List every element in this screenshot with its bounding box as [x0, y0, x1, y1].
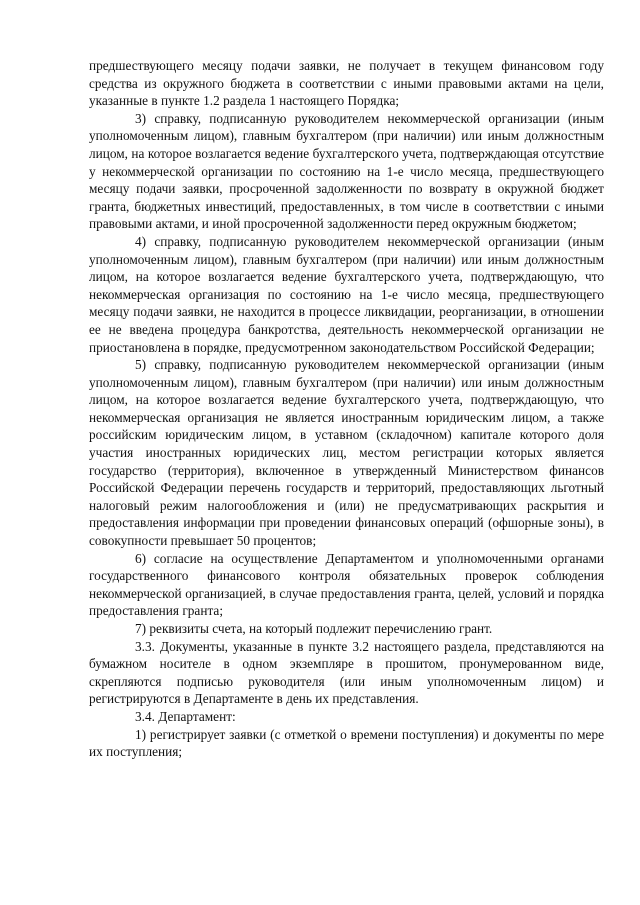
paragraph-item-3: 3) справку, подписанную руководителем некоммерческой организации (иным уполномоченным лицом), главным бухгалтером (при наличии) или иным должностным лицом, на которое возлагается ведение бухгалтерского учета, подтверждающая отсутствие у некоммерческой организации по состоянию на 1-е число месяца, предшествующего месяцу подачи заявки, просроченной задолженности по возврату в окружной бюджет гранта, бюджетных инвестиций, предоставленных, в том числе в соответствии с иными правовыми актами, и иной просроченной задолженности перед окружным бюджетом;: [89, 110, 604, 232]
paragraph-item-4: 4) справку, подписанную руководителем некоммерческой организации (иным уполномоченным лицом), главным бухгалтером (при наличии) или иным должностным лицом, на которое возлагается ведение бухгалтерского учета, подтверждающую, что некоммерческая организация по состоянию на 1-е число месяца, предшествующего месяцу подачи заявки, не находится в процессе ликвидации, реорганизации, в отношении ее не введена процедура банкротства, деятельность некоммерческой организации не приостановлена в порядке, предусмотренном законодательством Российской Федерации;: [89, 233, 604, 355]
paragraph-section-3-4: 3.4. Департамент:: [135, 708, 236, 724]
paragraph-section-3-4-item-1: 1) регистрирует заявки (с отметкой о времени поступления) и документы по мере их поступления;: [89, 726, 604, 760]
paragraph-item-5: 5) справку, подписанную руководителем некоммерческой организации (иным уполномоченным лицом), главным бухгалтером (при наличии) или иным должностным лицом, на которое возлагается ведение бухгалтерского учета, подтверждающую, что некоммерческая организация не является иностранным юридическим лицом, а также российским юридическим лицом, в уставном (складочном) капитале которого доля участия иностранных юридических лиц, местом регистрации которых является государство (территория), включенное в утвержденный Министерством финансов Российской Федерации перечень государств и территорий, предоставляющих льготный налоговый режим налогообложения и (или) не предусматривающих раскрытия и предоставления информации при проведении финансовых операций (офшорные зоны), в совокупности превышает 50 процентов;: [89, 357, 604, 549]
paragraph-section-3-3: 3.3. Документы, указанные в пункте 3.2 настоящего раздела, представляются на бумажном носителе в одном экземпляре в прошитом, пронумерованном виде, скрепляются подписью руководителя (или иным уполномоченным лицом) и регистрируются в Департаменте в день их представления.: [89, 638, 604, 707]
document-page: [89, 57, 604, 761]
paragraph-item-7: 7) реквизиты счета, на который подлежит перечислению грант.: [135, 621, 493, 636]
paragraph-continuation: предшествующего месяцу подачи заявки, не получает в текущем финансовом году средства из окружного бюджета в соответствии с иными правовыми актами на цели, указанные в пункте 1.2 раздела 1 настоящего Порядка;: [89, 58, 604, 109]
paragraph-item-6: 6) согласие на осуществление Департаментом и уполномоченными органами государственного финансового контроля обязательных проверок соблюдения некоммерческой организацией, в случае предоставления гранта, целей, условий и порядка предоставления гранта;: [89, 550, 604, 619]
